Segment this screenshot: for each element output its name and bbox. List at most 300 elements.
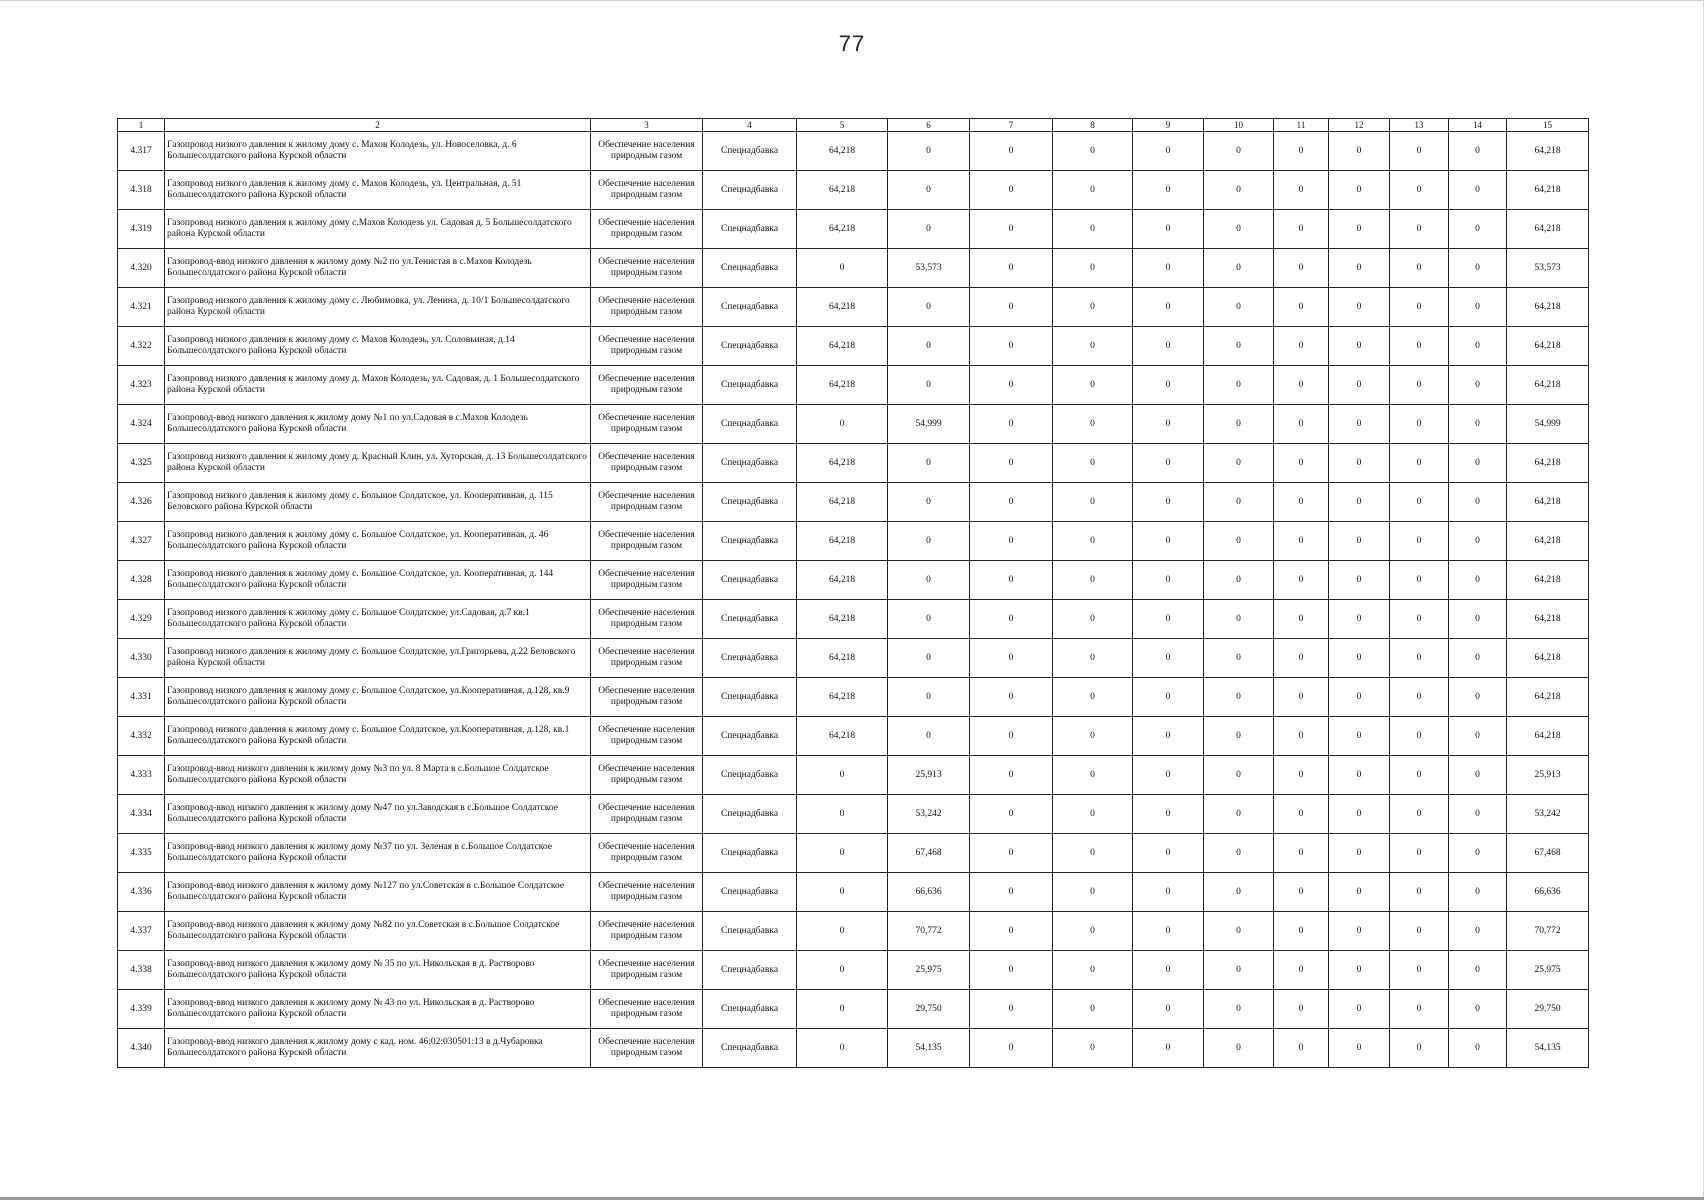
object-name-cell: Газопровод-ввод низкого давления к жилому дому №47 по ул.Заводская в с.Большое Солдатское Большесолдатского района Курской области: [165, 795, 591, 834]
funding-source-cell: Спецнадбавка: [703, 756, 797, 795]
value-cell-col-5: 0: [797, 873, 888, 912]
value-cell-col-15: 53,242: [1507, 795, 1589, 834]
value-cell-col-15: 64,218: [1507, 288, 1589, 327]
value-cell-col-5: 64,218: [797, 444, 888, 483]
value-cell-col-12: 0: [1329, 1029, 1390, 1068]
value-cell-col-11: 0: [1274, 483, 1329, 522]
purpose-cell: Обеспечение населения природным газом: [591, 444, 703, 483]
value-cell-col-8: 0: [1053, 288, 1133, 327]
value-cell-col-10: 0: [1204, 717, 1274, 756]
value-cell-col-13: 0: [1390, 990, 1449, 1029]
funding-source-cell: Спецнадбавка: [703, 912, 797, 951]
object-name-cell: Газопровод низкого давления к жилому дому с. Большое Солдатское, ул. Кооперативная, д. 115 Беловского района Курской области: [165, 483, 591, 522]
value-cell-col-10: 0: [1204, 600, 1274, 639]
value-cell-col-14: 0: [1449, 990, 1507, 1029]
value-cell-col-14: 0: [1449, 639, 1507, 678]
value-cell-col-12: 0: [1329, 444, 1390, 483]
object-name-cell: Газопровод-ввод низкого давления к жилому дому №3 по ул. 8 Марта в с.Большое Солдатское Большесолдатского района Курской области: [165, 756, 591, 795]
value-cell-col-8: 0: [1053, 795, 1133, 834]
row-number-cell: 4.324: [118, 405, 165, 444]
purpose-cell: Обеспечение населения природным газом: [591, 639, 703, 678]
row-number-cell: 4.332: [118, 717, 165, 756]
purpose-cell: Обеспечение населения природным газом: [591, 483, 703, 522]
value-cell-col-8: 0: [1053, 249, 1133, 288]
value-cell-col-13: 0: [1390, 327, 1449, 366]
value-cell-col-15: 64,218: [1507, 171, 1589, 210]
value-cell-col-11: 0: [1274, 756, 1329, 795]
value-cell-col-14: 0: [1449, 327, 1507, 366]
value-cell-col-11: 0: [1274, 678, 1329, 717]
value-cell-col-9: 0: [1133, 483, 1204, 522]
funding-source-cell: Спецнадбавка: [703, 600, 797, 639]
value-cell-col-15: 64,218: [1507, 522, 1589, 561]
value-cell-col-13: 0: [1390, 405, 1449, 444]
value-cell-col-8: 0: [1053, 366, 1133, 405]
value-cell-col-10: 0: [1204, 522, 1274, 561]
funding-source-cell: Спецнадбавка: [703, 444, 797, 483]
value-cell-col-9: 0: [1133, 249, 1204, 288]
value-cell-col-10: 0: [1204, 405, 1274, 444]
value-cell-col-9: 0: [1133, 444, 1204, 483]
value-cell-col-15: 64,218: [1507, 444, 1589, 483]
column-header-12: 12: [1329, 119, 1390, 132]
purpose-cell: Обеспечение населения природным газом: [591, 834, 703, 873]
value-cell-col-13: 0: [1390, 171, 1449, 210]
row-number-cell: 4.338: [118, 951, 165, 990]
value-cell-col-6: 0: [888, 522, 970, 561]
value-cell-col-5: 0: [797, 912, 888, 951]
value-cell-col-5: 64,218: [797, 366, 888, 405]
value-cell-col-13: 0: [1390, 288, 1449, 327]
value-cell-col-9: 0: [1133, 288, 1204, 327]
purpose-cell: Обеспечение населения природным газом: [591, 522, 703, 561]
value-cell-col-14: 0: [1449, 795, 1507, 834]
value-cell-col-7: 0: [970, 678, 1053, 717]
value-cell-col-7: 0: [970, 522, 1053, 561]
value-cell-col-8: 0: [1053, 444, 1133, 483]
value-cell-col-12: 0: [1329, 522, 1390, 561]
value-cell-col-8: 0: [1053, 990, 1133, 1029]
value-cell-col-9: 0: [1133, 561, 1204, 600]
funding-source-cell: Спецнадбавка: [703, 405, 797, 444]
funding-source-cell: Спецнадбавка: [703, 795, 797, 834]
table-row: [118, 678, 1589, 717]
value-cell-col-5: 64,218: [797, 171, 888, 210]
value-cell-col-7: 0: [970, 561, 1053, 600]
value-cell-col-6: 25,913: [888, 756, 970, 795]
table-row: [118, 600, 1589, 639]
table-row: [118, 717, 1589, 756]
value-cell-col-7: 0: [970, 327, 1053, 366]
value-cell-col-6: 0: [888, 717, 970, 756]
object-name-cell: Газопровод-ввод низкого давления к жилому дому №2 по ул.Тенистая в с.Махов Колодезь Большесолдатского района Курской области: [165, 249, 591, 288]
table-row: [118, 249, 1589, 288]
value-cell-col-10: 0: [1204, 912, 1274, 951]
table-row: [118, 639, 1589, 678]
value-cell-col-14: 0: [1449, 405, 1507, 444]
purpose-cell: Обеспечение населения природным газом: [591, 210, 703, 249]
value-cell-col-14: 0: [1449, 717, 1507, 756]
purpose-cell: Обеспечение населения природным газом: [591, 132, 703, 171]
value-cell-col-11: 0: [1274, 873, 1329, 912]
value-cell-col-8: 0: [1053, 600, 1133, 639]
value-cell-col-8: 0: [1053, 405, 1133, 444]
object-name-cell: Газопровод низкого давления к жилому дому с. Махов Колодезь, ул. Центральная, д. 51 Большесолдатского района Курской области: [165, 171, 591, 210]
value-cell-col-11: 0: [1274, 522, 1329, 561]
row-number-cell: 4.327: [118, 522, 165, 561]
row-number-cell: 4.339: [118, 990, 165, 1029]
row-number-cell: 4.318: [118, 171, 165, 210]
value-cell-col-5: 64,218: [797, 561, 888, 600]
value-cell-col-12: 0: [1329, 483, 1390, 522]
column-header-5: 5: [797, 119, 888, 132]
value-cell-col-10: 0: [1204, 366, 1274, 405]
object-name-cell: Газопровод низкого давления к жилому дому д. Красный Клин, ул. Хуторская, д. 13 Большесолдатского района Курской области: [165, 444, 591, 483]
value-cell-col-8: 0: [1053, 912, 1133, 951]
value-cell-col-5: 0: [797, 951, 888, 990]
table-row: [118, 795, 1589, 834]
table-row: [118, 1029, 1589, 1068]
purpose-cell: Обеспечение населения природным газом: [591, 678, 703, 717]
value-cell-col-15: 64,218: [1507, 327, 1589, 366]
funding-source-cell: Спецнадбавка: [703, 483, 797, 522]
table-row: [118, 834, 1589, 873]
value-cell-col-7: 0: [970, 717, 1053, 756]
value-cell-col-8: 0: [1053, 678, 1133, 717]
row-number-cell: 4.320: [118, 249, 165, 288]
value-cell-col-8: 0: [1053, 210, 1133, 249]
object-name-cell: Газопровод-ввод низкого давления к жилому дому с кад. ном. 46:02:030501:13 в д.Чубаровка Большесолдатского района Курской области: [165, 1029, 591, 1068]
funding-source-cell: Спецнадбавка: [703, 561, 797, 600]
funding-source-cell: Спецнадбавка: [703, 1029, 797, 1068]
value-cell-col-12: 0: [1329, 873, 1390, 912]
value-cell-col-13: 0: [1390, 522, 1449, 561]
value-cell-col-10: 0: [1204, 561, 1274, 600]
value-cell-col-13: 0: [1390, 366, 1449, 405]
value-cell-col-10: 0: [1204, 756, 1274, 795]
value-cell-col-15: 64,218: [1507, 561, 1589, 600]
row-number-cell: 4.319: [118, 210, 165, 249]
value-cell-col-7: 0: [970, 483, 1053, 522]
value-cell-col-14: 0: [1449, 678, 1507, 717]
value-cell-col-14: 0: [1449, 561, 1507, 600]
value-cell-col-11: 0: [1274, 444, 1329, 483]
object-name-cell: Газопровод-ввод низкого давления к жилому дому №1 по ул.Садовая в с.Махов Колодезь Большесолдатского района Курской области: [165, 405, 591, 444]
object-name-cell: Газопровод низкого давления к жилому дому с. Большое Солдатское, ул.Кооперативная, д.128, кв.1 Большесолдатского района Курской области: [165, 717, 591, 756]
value-cell-col-11: 0: [1274, 1029, 1329, 1068]
value-cell-col-7: 0: [970, 249, 1053, 288]
value-cell-col-5: 64,218: [797, 678, 888, 717]
value-cell-col-6: 0: [888, 366, 970, 405]
value-cell-col-10: 0: [1204, 327, 1274, 366]
column-header-1: 1: [118, 119, 165, 132]
purpose-cell: Обеспечение населения природным газом: [591, 366, 703, 405]
funding-source-cell: Спецнадбавка: [703, 990, 797, 1029]
object-name-cell: Газопровод низкого давления к жилому дому д. Махов Колодезь, ул. Садовая, д. 1 Большесолдатского района Курской области: [165, 366, 591, 405]
value-cell-col-7: 0: [970, 444, 1053, 483]
column-header-8: 8: [1053, 119, 1133, 132]
value-cell-col-12: 0: [1329, 327, 1390, 366]
value-cell-col-6: 0: [888, 210, 970, 249]
value-cell-col-6: 0: [888, 639, 970, 678]
value-cell-col-12: 0: [1329, 834, 1390, 873]
column-header-2: 2: [165, 119, 591, 132]
funding-source-cell: Спецнадбавка: [703, 717, 797, 756]
value-cell-col-8: 0: [1053, 717, 1133, 756]
value-cell-col-7: 0: [970, 171, 1053, 210]
value-cell-col-5: 64,218: [797, 717, 888, 756]
object-name-cell: Газопровод-ввод низкого давления к жилому дому №82 по ул.Советская в с.Большое Солдатское Большесолдатского района Курской области: [165, 912, 591, 951]
value-cell-col-9: 0: [1133, 717, 1204, 756]
value-cell-col-7: 0: [970, 990, 1053, 1029]
value-cell-col-6: 0: [888, 327, 970, 366]
value-cell-col-5: 0: [797, 795, 888, 834]
value-cell-col-13: 0: [1390, 444, 1449, 483]
value-cell-col-8: 0: [1053, 483, 1133, 522]
value-cell-col-11: 0: [1274, 717, 1329, 756]
value-cell-col-9: 0: [1133, 639, 1204, 678]
object-name-cell: Газопровод низкого давления к жилому дому с. Большое Солдатское, ул. Кооперативная, д. 144 Большесолдатского района Курской области: [165, 561, 591, 600]
value-cell-col-9: 0: [1133, 1029, 1204, 1068]
row-number-cell: 4.326: [118, 483, 165, 522]
table-row: [118, 444, 1589, 483]
value-cell-col-15: 64,218: [1507, 678, 1589, 717]
object-name-cell: Газопровод низкого давления к жилому дому с. Большое Солдатское, ул.Григорьева, д.22 Беловского района Курской области: [165, 639, 591, 678]
value-cell-col-14: 0: [1449, 756, 1507, 795]
value-cell-col-12: 0: [1329, 405, 1390, 444]
value-cell-col-10: 0: [1204, 444, 1274, 483]
value-cell-col-13: 0: [1390, 795, 1449, 834]
table-row: [118, 132, 1589, 171]
table-row: [118, 483, 1589, 522]
column-header-3: 3: [591, 119, 703, 132]
funding-source-cell: Спецнадбавка: [703, 327, 797, 366]
value-cell-col-14: 0: [1449, 444, 1507, 483]
value-cell-col-15: 64,218: [1507, 483, 1589, 522]
value-cell-col-9: 0: [1133, 873, 1204, 912]
value-cell-col-14: 0: [1449, 522, 1507, 561]
value-cell-col-6: 53,242: [888, 795, 970, 834]
purpose-cell: Обеспечение населения природным газом: [591, 600, 703, 639]
object-name-cell: Газопровод низкого давления к жилому дому с. Большое Солдатское, ул.Садовая, д.7 кв.1 Большесолдатского района Курской области: [165, 600, 591, 639]
value-cell-col-7: 0: [970, 873, 1053, 912]
row-number-cell: 4.330: [118, 639, 165, 678]
value-cell-col-13: 0: [1390, 912, 1449, 951]
table-row: [118, 366, 1589, 405]
value-cell-col-14: 0: [1449, 873, 1507, 912]
value-cell-col-5: 0: [797, 834, 888, 873]
value-cell-col-7: 0: [970, 951, 1053, 990]
value-cell-col-10: 0: [1204, 795, 1274, 834]
value-cell-col-12: 0: [1329, 288, 1390, 327]
value-cell-col-11: 0: [1274, 405, 1329, 444]
value-cell-col-11: 0: [1274, 249, 1329, 288]
value-cell-col-8: 0: [1053, 639, 1133, 678]
table-row: [118, 756, 1589, 795]
value-cell-col-10: 0: [1204, 873, 1274, 912]
value-cell-col-10: 0: [1204, 639, 1274, 678]
value-cell-col-9: 0: [1133, 795, 1204, 834]
value-cell-col-14: 0: [1449, 834, 1507, 873]
value-cell-col-14: 0: [1449, 132, 1507, 171]
value-cell-col-7: 0: [970, 600, 1053, 639]
value-cell-col-6: 0: [888, 483, 970, 522]
value-cell-col-6: 0: [888, 561, 970, 600]
value-cell-col-5: 64,218: [797, 600, 888, 639]
value-cell-col-15: 25,975: [1507, 951, 1589, 990]
funding-source-cell: Спецнадбавка: [703, 210, 797, 249]
value-cell-col-13: 0: [1390, 951, 1449, 990]
object-name-cell: Газопровод низкого давления к жилому дому с. Большое Солдатское, ул.Кооперативная, д.128, кв.9 Большесолдатского района Курской области: [165, 678, 591, 717]
row-number-cell: 4.335: [118, 834, 165, 873]
object-name-cell: Газопровод низкого давления к жилому дому с.Махов Колодезь ул. Садовая д. 5 Большесолдатского района Курской области: [165, 210, 591, 249]
object-name-cell: Газопровод-ввод низкого давления к жилому дому № 43 по ул. Никольская в д. Растворово Большесолдатского района Курской области: [165, 990, 591, 1029]
value-cell-col-5: 0: [797, 990, 888, 1029]
value-cell-col-11: 0: [1274, 639, 1329, 678]
value-cell-col-11: 0: [1274, 288, 1329, 327]
value-cell-col-12: 0: [1329, 561, 1390, 600]
value-cell-col-8: 0: [1053, 756, 1133, 795]
value-cell-col-11: 0: [1274, 327, 1329, 366]
value-cell-col-5: 0: [797, 249, 888, 288]
value-cell-col-5: 0: [797, 1029, 888, 1068]
value-cell-col-15: 66,636: [1507, 873, 1589, 912]
value-cell-col-9: 0: [1133, 132, 1204, 171]
column-header-6: 6: [888, 119, 970, 132]
value-cell-col-11: 0: [1274, 210, 1329, 249]
value-cell-col-5: 64,218: [797, 483, 888, 522]
value-cell-col-13: 0: [1390, 210, 1449, 249]
funding-source-cell: Спецнадбавка: [703, 639, 797, 678]
value-cell-col-8: 0: [1053, 834, 1133, 873]
value-cell-col-6: 29,750: [888, 990, 970, 1029]
value-cell-col-12: 0: [1329, 210, 1390, 249]
value-cell-col-9: 0: [1133, 600, 1204, 639]
value-cell-col-7: 0: [970, 1029, 1053, 1068]
row-number-cell: 4.333: [118, 756, 165, 795]
purpose-cell: Обеспечение населения природным газом: [591, 912, 703, 951]
value-cell-col-8: 0: [1053, 132, 1133, 171]
value-cell-col-15: 64,218: [1507, 600, 1589, 639]
object-name-cell: Газопровод низкого давления к жилому дому с. Махов Колодезь, ул. Новоселовка, д. 6 Большесолдатского района Курской области: [165, 132, 591, 171]
table-row: [118, 561, 1589, 600]
value-cell-col-6: 0: [888, 444, 970, 483]
value-cell-col-15: 70,772: [1507, 912, 1589, 951]
value-cell-col-15: 64,218: [1507, 717, 1589, 756]
value-cell-col-7: 0: [970, 834, 1053, 873]
row-number-cell: 4.329: [118, 600, 165, 639]
value-cell-col-11: 0: [1274, 366, 1329, 405]
table-row: [118, 990, 1589, 1029]
purpose-cell: Обеспечение населения природным газом: [591, 405, 703, 444]
value-cell-col-5: 64,218: [797, 522, 888, 561]
value-cell-col-9: 0: [1133, 405, 1204, 444]
funding-source-cell: Спецнадбавка: [703, 522, 797, 561]
row-number-cell: 4.317: [118, 132, 165, 171]
value-cell-col-10: 0: [1204, 483, 1274, 522]
value-cell-col-11: 0: [1274, 600, 1329, 639]
value-cell-col-9: 0: [1133, 210, 1204, 249]
value-cell-col-15: 64,218: [1507, 639, 1589, 678]
value-cell-col-14: 0: [1449, 171, 1507, 210]
value-cell-col-5: 0: [797, 756, 888, 795]
value-cell-col-15: 64,218: [1507, 210, 1589, 249]
value-cell-col-15: 54,135: [1507, 1029, 1589, 1068]
table-row: [118, 210, 1589, 249]
purpose-cell: Обеспечение населения природным газом: [591, 951, 703, 990]
value-cell-col-14: 0: [1449, 210, 1507, 249]
purpose-cell: Обеспечение населения природным газом: [591, 717, 703, 756]
value-cell-col-13: 0: [1390, 483, 1449, 522]
row-number-cell: 4.334: [118, 795, 165, 834]
value-cell-col-15: 29,750: [1507, 990, 1589, 1029]
purpose-cell: Обеспечение населения природным газом: [591, 873, 703, 912]
object-name-cell: Газопровод низкого давления к жилому дому с. Большое Солдатское, ул. Кооперативная, д. 46 Большесолдатского района Курской области: [165, 522, 591, 561]
value-cell-col-12: 0: [1329, 795, 1390, 834]
value-cell-col-9: 0: [1133, 756, 1204, 795]
value-cell-col-11: 0: [1274, 912, 1329, 951]
funding-source-cell: Спецнадбавка: [703, 834, 797, 873]
table-row: [118, 912, 1589, 951]
funding-source-cell: Спецнадбавка: [703, 873, 797, 912]
object-name-cell: Газопровод-ввод низкого давления к жилому дому №37 по ул. Зеленая в с.Большое Солдатское Большесолдатского района Курской области: [165, 834, 591, 873]
value-cell-col-6: 66,636: [888, 873, 970, 912]
purpose-cell: Обеспечение населения природным газом: [591, 171, 703, 210]
value-cell-col-8: 0: [1053, 327, 1133, 366]
column-header-7: 7: [970, 119, 1053, 132]
row-number-cell: 4.331: [118, 678, 165, 717]
value-cell-col-7: 0: [970, 366, 1053, 405]
purpose-cell: Обеспечение населения природным газом: [591, 249, 703, 288]
column-header-10: 10: [1204, 119, 1274, 132]
funding-source-cell: Спецнадбавка: [703, 678, 797, 717]
value-cell-col-14: 0: [1449, 600, 1507, 639]
object-name-cell: Газопровод низкого давления к жилому дому с. Махов Колодезь, ул. Соловьиная, д.14 Большесолдатского района Курской области: [165, 327, 591, 366]
purpose-cell: Обеспечение населения природным газом: [591, 795, 703, 834]
value-cell-col-9: 0: [1133, 171, 1204, 210]
value-cell-col-15: 54,999: [1507, 405, 1589, 444]
value-cell-col-12: 0: [1329, 171, 1390, 210]
funding-source-cell: Спецнадбавка: [703, 171, 797, 210]
table-body: [118, 132, 1589, 1068]
value-cell-col-8: 0: [1053, 171, 1133, 210]
row-number-cell: 4.322: [118, 327, 165, 366]
value-cell-col-13: 0: [1390, 756, 1449, 795]
table-row: [118, 522, 1589, 561]
row-number-cell: 4.336: [118, 873, 165, 912]
value-cell-col-6: 67,468: [888, 834, 970, 873]
value-cell-col-9: 0: [1133, 678, 1204, 717]
value-cell-col-9: 0: [1133, 522, 1204, 561]
value-cell-col-9: 0: [1133, 834, 1204, 873]
funding-source-cell: Спецнадбавка: [703, 249, 797, 288]
value-cell-col-14: 0: [1449, 912, 1507, 951]
row-number-cell: 4.328: [118, 561, 165, 600]
value-cell-col-12: 0: [1329, 717, 1390, 756]
value-cell-col-12: 0: [1329, 639, 1390, 678]
table-row: [118, 327, 1589, 366]
value-cell-col-13: 0: [1390, 561, 1449, 600]
object-name-cell: Газопровод низкого давления к жилому дому с. Любимовка, ул. Ленина, д. 10/1 Большесолдатского района Курской области: [165, 288, 591, 327]
value-cell-col-10: 0: [1204, 951, 1274, 990]
value-cell-col-12: 0: [1329, 678, 1390, 717]
value-cell-col-13: 0: [1390, 678, 1449, 717]
value-cell-col-8: 0: [1053, 1029, 1133, 1068]
value-cell-col-7: 0: [970, 639, 1053, 678]
value-cell-col-11: 0: [1274, 951, 1329, 990]
value-cell-col-10: 0: [1204, 288, 1274, 327]
value-cell-col-14: 0: [1449, 951, 1507, 990]
